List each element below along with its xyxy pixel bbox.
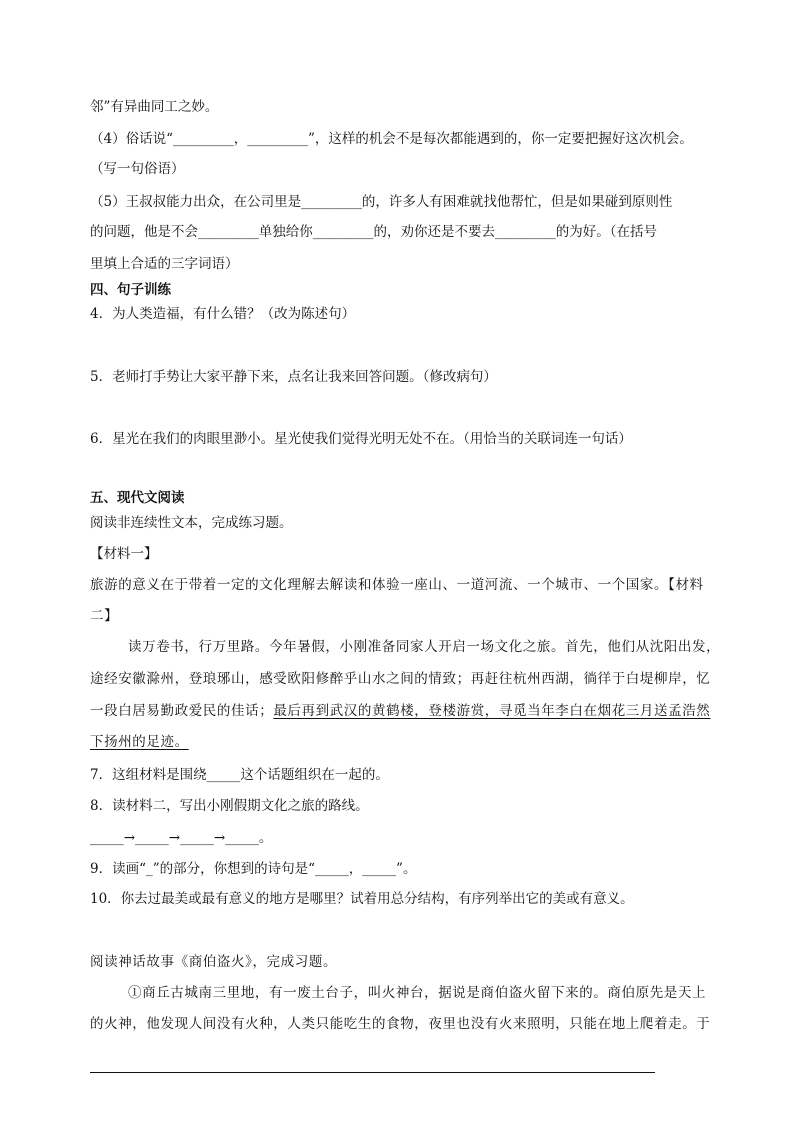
question-5: 5．老师打手势让大家平静下来，点名让我来回答问题。（修改病句） (90, 369, 497, 385)
text-line: 里填上合适的三字词语） (90, 256, 239, 272)
text-span: 一段白居易勤政爱民的佳话； (90, 703, 274, 719)
material-one-label: 【材料一】 (90, 546, 158, 562)
question-4: 4．为人类造福，有什么错？（改为陈述句） (90, 306, 356, 322)
question-6: 6．星光在我们的肉眼里渺小。星光使我们觉得光明无处不在。（用恰当的关联词连一句话） (90, 431, 632, 447)
reading-instruction: 阅读非连续性文本，完成练习题。 (90, 515, 293, 531)
text-line (90, 732, 710, 752)
myth-paragraph: ①商丘古城南三里地，有一废土台子，叫火神台，据说是商伯盗火留下来的。商伯原先是天上 (128, 985, 707, 1001)
text-line: （写一句俗语） (90, 161, 185, 177)
question-7: 7．这组材料是围绕_____这个话题组织在一起的。 (90, 767, 389, 783)
text-line: 的问题，他是不会_________单独给你_________的，劝你还是不要去_________的为好。（在括号 (90, 224, 657, 240)
material-one-text: 旅游的意义在于带着一定的文化理解去解读和体验一座山、一道河流、一个城市、一个国家。【材料 (90, 577, 704, 593)
underlined-text: 下扬州的足迹。 (90, 734, 189, 750)
question-10: 10．你去过最美或最有意义的地方是哪里？试着用总分结构，有序列举出它的美或有意义。 (90, 891, 634, 907)
material-two-paragraph: 读万卷书，行万里路。今年暑假，小刚准备同家人开启一场文化之旅。首先，他们从沈阳出发， (128, 639, 721, 655)
section-heading-sentence-training: 四、句子训练 (90, 282, 171, 298)
route-blanks: _____→_____→_____→_____。 (90, 830, 273, 846)
underlined-text: 最后再到武汉的黄鹤楼，登楼游赏，寻觅当年李白在烟花三月送孟浩然 (273, 703, 711, 719)
text-line: 邻”有异曲同工之妙。 (90, 99, 219, 115)
question-4-proverb: （4）俗话说“_________，_________”，这样的机会不是每次都能遇到的，你一定要把握好这次机会。 (90, 131, 693, 147)
question-8: 8．读材料二，写出小刚假期文化之旅的路线。 (90, 798, 369, 814)
section-heading-modern-reading: 五、现代文阅读 (90, 490, 185, 506)
question-5-words: （5）王叔叔能力出众，在公司里是_________的，许多人有困难就找他帮忙，但是如果碰到原则性 (90, 194, 673, 210)
text-line: 的火神，他发现人间没有火种，人类只能吃生的食物，夜里也没有火来照明，只能在地上爬着走。于 (90, 1016, 711, 1032)
text-line: 途经安徽滁州，登琅琊山，感受欧阳修醉乎山水之间的情致；再赶往杭州西湖，徜徉于白堤柳岸，忆 (90, 671, 711, 687)
footer-divider (90, 1072, 655, 1073)
reading-instruction-myth: 阅读神话故事《商伯盗火》，完成习题。 (90, 954, 338, 970)
text-line (90, 701, 710, 721)
material-two-label: 二】 (90, 608, 119, 624)
question-9: 9．读画“_”的部分，你想到的诗句是“_____，_____”。 (90, 861, 417, 877)
